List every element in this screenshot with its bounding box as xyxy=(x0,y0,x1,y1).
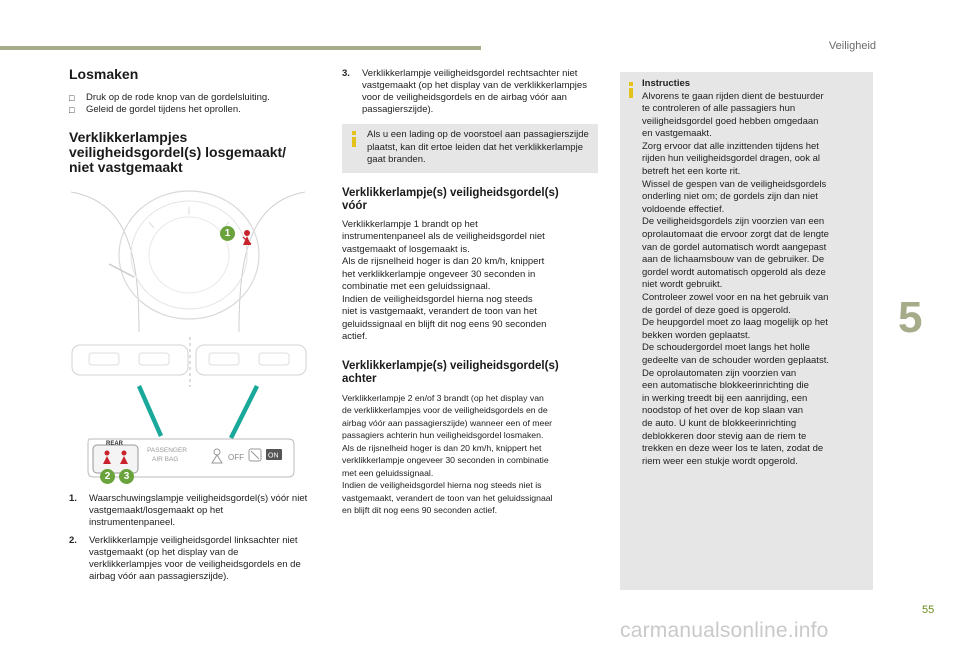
rear-text: Verklikkerlampje 2 en/of 3 brandt (op het display van de verklikkerlampjes voor de veiligheidsgordels en de airbag vóór aan passagierszijde) wanneer een of meer passagiers achterin hun veiligheidsgordel losmaken. Als de rijsnelheid hoger is dan 20 km/h, knippert het verklikkerlampje ongeveer 30 seconden in combinatie met een geluidssignaal. Indien de veiligheidsgordel hierna nog steeds niet is vastgemaakt, verandert de toon van het geluidssignaal en blijft dit nog eens 90 seconden actief. xyxy=(342,392,553,515)
chapter-number: 5 xyxy=(898,293,923,342)
info-icon xyxy=(352,131,356,147)
on-label: ON xyxy=(268,452,279,460)
checkbox-icon: □ xyxy=(69,105,75,115)
callout-1: 1 xyxy=(220,226,235,241)
losmaken-step: □ Druk op de rode knop van de gordelsluiting. xyxy=(69,92,270,103)
dashboard-illustration xyxy=(69,187,311,487)
list-item: 3. Verklikkerlampje veiligheidsgordel rechtsachter niet vastgemaakt (op het display van de verklikkerlampjes voor de veiligheidsgordels en de airbag vóór aan passagierszijde). xyxy=(342,68,587,115)
rear-heading: Verklikkerlampje(s) veiligheidsgordel(s) achter xyxy=(342,359,559,385)
seatbelt-warning-figure xyxy=(69,187,311,487)
instructions-text: Alvorens te gaan rijden dient de bestuurder te controleren of alle passagiers hun veiligheidsgordel goed hebben omgedaan en vastgemaakt. Zorg ervoor dat alle inzittenden tijdens het rijden hun veiligheidsgordel dragen, ook al betreft het een korte rit. Wissel de gespen van de veiligheidsgordels onderling niet om; de gordels zijn dan niet voldoende effectief. De veiligheidsgordels zijn voorzien van een oprolautomaat die ervoor zorgt dat de lengte van de gordel automatisch wordt aangepast aan de lichaamsbouw van de gebruiker. De gordel wordt automatisch opgerold als deze niet wordt gebruikt. Controleer zowel voor en na het gebruik van de gordel of deze goed is opgerold. De heupgordel moet zo laag mogelijk op het bekken worden geplaatst. De schoudergordel moet langs het holle gedeelte van de schouder worden geplaatst. De oprolautomaten zijn voorzien van een automatische blokkeerinrichting die in werking treedt bij een aanrijding, een noodstop of het over de kop slaan van de auto. U kunt de blokkeerinrichting deblokkeren door stevig aan de riem te trekken en deze weer los te laten, zodat de riem weer een stukje wordt opgerold. xyxy=(642,90,829,467)
warning-lamps-heading: Verklikkerlampjes veiligheidsgordel(s) losgemaakt/ niet vastgemaakt xyxy=(69,129,287,175)
page-number: 55 xyxy=(922,604,935,616)
losmaken-step: □ Geleid de gordel tijdens het oprollen. xyxy=(69,104,241,115)
left-column xyxy=(69,66,311,583)
seatbelt-warning-icon xyxy=(243,230,251,245)
note-box xyxy=(342,124,598,173)
watermark: carmanualsonline.info xyxy=(620,619,829,642)
list-item: 1. Waarschuwingslampje veiligheidsgordel(s) vóór niet vastgemaakt/losgemaakt op het instrumentenpaneel. xyxy=(69,493,308,528)
info-icon xyxy=(629,82,633,98)
checkbox-icon: □ xyxy=(69,93,75,103)
note-text: Als u een lading op de voorstoel aan passagierszijde plaatst, kan dit ertoe leiden dat het verklikkerlampje gaat branden. xyxy=(367,129,589,165)
front-heading: Verklikkerlampje(s) veiligheidsgordel(s) vóór xyxy=(342,186,559,212)
callout-2: 2 xyxy=(100,469,115,484)
header-rule xyxy=(0,46,481,50)
middle-column xyxy=(342,68,598,517)
off-label: OFF xyxy=(228,453,244,462)
instructions-title: Instructies xyxy=(642,78,691,89)
passenger-label: PASSENGER xyxy=(147,447,187,454)
front-text: Verklikkerlampje 1 brandt op het instrumentenpaneel als de veiligheidsgordel niet vastgemaakt of losgemaakt is. Als de rijsnelheid hoger is dan 20 km/h, knippert het verklikkerlampje ongeveer 30 seconden in combinatie met een geluidssignaal. Indien de veiligheidsgordel hierna nog steeds niet is vastgemaakt, verandert de toon van het geluidssignaal en blijft dit nog eens 90 seconden actief. xyxy=(342,218,547,342)
list-item: 2. Verklikkerlampje veiligheidsgordel linksachter niet vastgemaakt (op het display van de verklikkerlampjes voor de veiligheidsgordels en de airbag vóór aan passagierszijde). xyxy=(69,535,301,582)
airbag-label: AIR BAG xyxy=(152,456,179,463)
callout-3: 3 xyxy=(119,469,134,484)
losmaken-heading: Losmaken xyxy=(69,66,139,82)
rear-label: REAR xyxy=(106,441,124,447)
instructions-box xyxy=(620,72,873,590)
section-title: Veiligheid xyxy=(828,40,876,52)
numbered-list xyxy=(69,493,311,583)
